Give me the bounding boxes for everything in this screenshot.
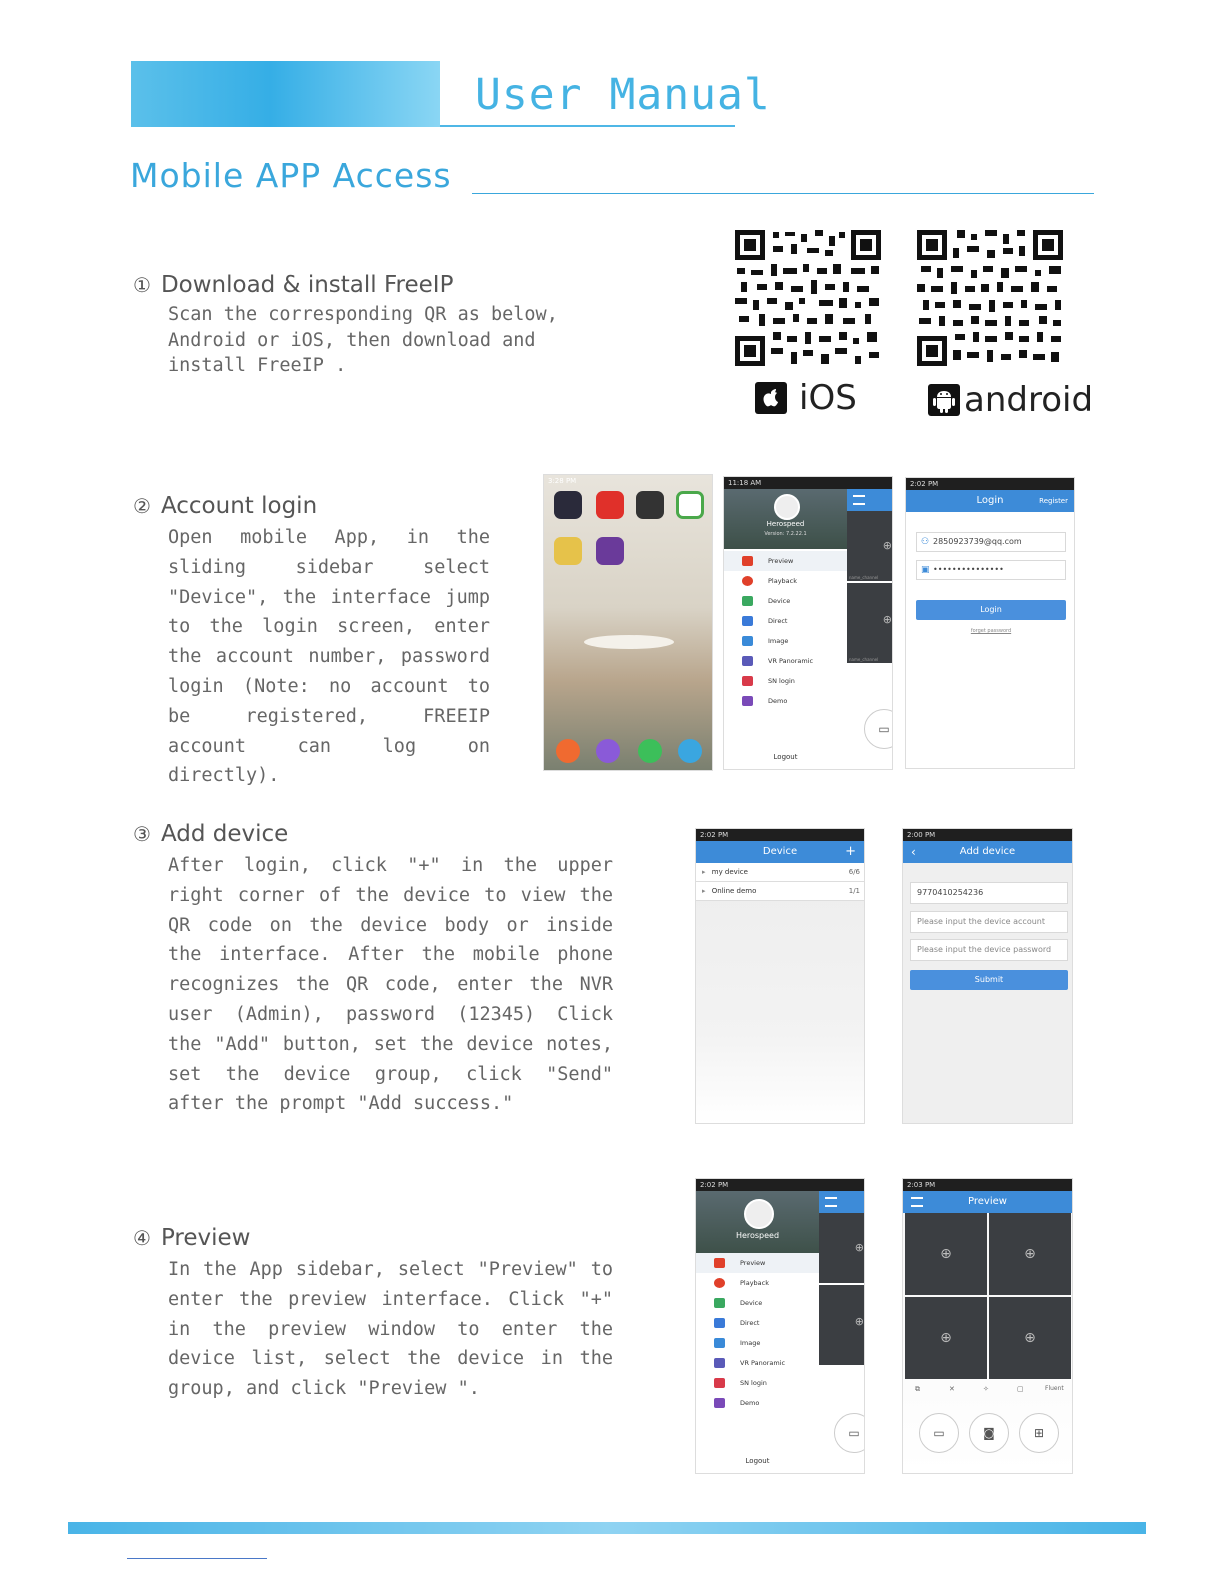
login-button[interactable]: Login <box>916 600 1066 620</box>
sidebar-item-vr-panoramic[interactable] <box>696 1353 819 1373</box>
step-4-body: In the App sidebar, select "Preview" to enter the preview interface. Click "+" in the preview window to enter the device list, select the device in the group, and click "Preview ". <box>168 1259 613 1400</box>
add-icon[interactable]: ⊕ <box>940 1330 952 1346</box>
sidebar-item-sn-login[interactable] <box>724 671 847 691</box>
step-3-title <box>133 821 288 847</box>
vr-icon <box>742 656 753 666</box>
user-name: Herospeed <box>766 520 805 528</box>
sidebar-item-preview[interactable] <box>696 1253 819 1273</box>
vr-icon <box>714 1358 725 1368</box>
expand-icon: ▸ <box>702 868 706 876</box>
header-underline <box>440 125 735 127</box>
status-time: 2:02 PM <box>696 1179 864 1191</box>
app-icon-aspicam[interactable] <box>554 491 582 519</box>
step-1-body: Scan the corresponding QR as below, Android or iOS, then download and install FreeIP . <box>168 304 558 376</box>
record-button[interactable]: ▭ <box>864 709 893 749</box>
step-4-label: Preview <box>160 1225 251 1251</box>
menu-label: Image <box>768 637 789 645</box>
preview-cell-1[interactable] <box>905 1213 987 1295</box>
sidebar-preview-screenshot <box>695 1178 865 1474</box>
footer-line <box>127 1558 267 1559</box>
sidebar-item-sn-login[interactable] <box>696 1373 819 1393</box>
status-time: 2:00 PM <box>903 829 1072 841</box>
add-icon[interactable]: ⊕ <box>854 1315 864 1328</box>
device-row-online-demo[interactable] <box>696 882 865 901</box>
forget-password-link[interactable]: forget password <box>970 628 1012 634</box>
android-icon <box>928 384 960 416</box>
email-field[interactable] <box>916 532 1066 552</box>
sidebar-menu <box>696 1253 819 1413</box>
step-3-label: Add device <box>160 821 289 847</box>
back-icon[interactable]: ‹ <box>911 845 916 859</box>
logout-button[interactable]: Logout <box>745 1457 770 1465</box>
step-2-title <box>133 493 317 519</box>
multiview-button[interactable]: ⊞ <box>1019 1413 1059 1453</box>
add-icon[interactable]: ⊕ <box>1024 1330 1036 1346</box>
preview-cell-1[interactable] <box>819 1213 865 1283</box>
sidebar-item-preview[interactable] <box>724 551 847 571</box>
image-icon <box>742 636 753 646</box>
avatar <box>744 1199 774 1229</box>
app-icon-freeip[interactable] <box>596 537 624 565</box>
add-device-button[interactable]: + <box>845 844 856 859</box>
main-topbar <box>847 489 893 511</box>
add-icon[interactable]: ⊕ <box>940 1246 952 1262</box>
camera-icon <box>742 556 753 566</box>
menu-label: Playback <box>740 1279 770 1287</box>
app-icon-smart-cam[interactable] <box>636 491 664 519</box>
user-name: Herospeed <box>735 1231 780 1240</box>
step-2-label: Account login <box>160 493 318 519</box>
menu-label: SN login <box>740 1379 767 1387</box>
group-name: Online demo <box>711 887 757 895</box>
demo-icon <box>714 1398 725 1408</box>
direct-icon <box>742 616 753 626</box>
main-topbar <box>819 1191 865 1213</box>
logout-button[interactable]: Logout <box>773 753 798 761</box>
device-icon <box>714 1298 725 1308</box>
header-banner <box>131 61 440 127</box>
direct-icon <box>714 1318 725 1328</box>
sidebar-item-image[interactable] <box>696 1333 819 1353</box>
camera-icon <box>714 1258 725 1268</box>
step-4-title <box>133 1225 250 1251</box>
android-store-label <box>928 380 1093 420</box>
group-count: 1/1 <box>848 887 860 895</box>
phone-icon[interactable] <box>638 739 662 763</box>
menu-icon[interactable] <box>825 1197 837 1207</box>
image-icon <box>714 1338 725 1348</box>
register-link[interactable]: Register <box>1039 497 1068 505</box>
add-device-header <box>903 841 1072 863</box>
menu-label: Device <box>768 597 791 605</box>
sn-login-icon <box>742 676 753 686</box>
section-underline <box>472 193 1094 194</box>
android-label: android <box>964 380 1094 420</box>
sidebar-item-direct[interactable] <box>696 1313 819 1333</box>
app-icon-shopping[interactable] <box>554 537 582 565</box>
split-icon[interactable]: ⧉ <box>915 1385 920 1393</box>
login-header <box>906 490 1074 512</box>
step-2-number: ② <box>133 494 151 518</box>
step-1-title <box>133 272 453 298</box>
user-icon: ⚇ <box>921 537 930 547</box>
step-4-number: ④ <box>133 1226 151 1250</box>
step-1-number: ① <box>133 273 151 297</box>
ptz-icon[interactable]: ✧ <box>983 1385 989 1393</box>
menu-label: Playback <box>768 577 798 585</box>
group-name: my device <box>711 868 748 876</box>
step-3-number: ③ <box>133 822 151 846</box>
sidebar-item-demo[interactable] <box>724 691 847 711</box>
ios-store-label <box>755 378 857 418</box>
record-button[interactable]: ▭ <box>919 1413 959 1453</box>
device-row-my-device[interactable] <box>696 863 865 882</box>
ios-qr-code <box>733 228 883 368</box>
demo-icon <box>742 696 753 706</box>
sidebar-item-device[interactable] <box>724 591 847 611</box>
device-header <box>696 841 864 863</box>
ios-label: iOS <box>799 378 857 418</box>
password-value: ••••••••••••••• <box>933 565 1004 574</box>
mute-icon[interactable]: ✕ <box>949 1385 955 1393</box>
submit-button[interactable]: Submit <box>910 970 1068 990</box>
apple-icon <box>755 382 787 414</box>
login-title: Login <box>976 495 1004 506</box>
dock-icon-1[interactable] <box>556 739 580 763</box>
section-title: Mobile APP Access <box>130 156 452 195</box>
menu-label: Image <box>740 1339 761 1347</box>
page-title: User Manual <box>475 70 771 120</box>
add-icon[interactable]: ⊕ <box>882 613 892 626</box>
menu-label: Device <box>740 1299 763 1307</box>
preview-cell-2[interactable] <box>819 1285 865 1365</box>
sidebar-header <box>724 489 847 549</box>
status-time: 2:02 PM <box>906 478 1074 490</box>
sidebar-item-image[interactable] <box>724 631 847 651</box>
preview-cell-2[interactable] <box>847 583 893 663</box>
sidebar-item-direct[interactable] <box>724 611 847 631</box>
menu-label: Demo <box>740 1399 760 1407</box>
sidebar-item-playback[interactable] <box>724 571 847 591</box>
snapshot-button[interactable]: ◙ <box>969 1413 1009 1453</box>
device-account-field[interactable]: Please input the device account <box>910 911 1068 933</box>
sidebar-menu <box>724 551 847 711</box>
add-icon[interactable]: ⊕ <box>854 1241 864 1254</box>
sidebar-item-device[interactable] <box>696 1293 819 1313</box>
preview-cell-3[interactable] <box>905 1297 987 1379</box>
sidebar-item-demo[interactable] <box>696 1393 819 1413</box>
playback-icon <box>714 1278 725 1288</box>
serial-field[interactable]: 9770410254236 <box>910 882 1068 904</box>
avatar <box>774 494 800 520</box>
record-button[interactable]: ▭ <box>834 1413 865 1453</box>
stream-quality-button[interactable]: Fluent <box>1045 1385 1064 1392</box>
step-3-body: After login, click "+" in the upper right corner of the device to view the QR code on the device body or inside the interface. After the mobile phone recognizes the QR code, enter the NVR user (Admin), password (12345) Click the "Add" button, set the device notes, set the device group, click "Send" after the prompt "Add success." <box>168 855 613 1115</box>
channel-label: name_channel <box>849 575 879 580</box>
menu-label: Direct <box>740 1319 760 1327</box>
add-device-screenshot <box>902 828 1073 1124</box>
status-time: 3:28 PM <box>548 477 577 485</box>
playback-icon <box>742 576 753 586</box>
add-icon[interactable]: ⊕ <box>1024 1246 1036 1262</box>
menu-icon[interactable] <box>911 1197 923 1207</box>
footer-bar <box>68 1522 1146 1534</box>
lock-icon: ▣ <box>921 565 930 575</box>
android-qr-code <box>915 228 1065 368</box>
menu-label: Preview <box>768 557 794 565</box>
table-image <box>584 635 674 649</box>
email-value: 2850923739@qq.com <box>933 537 1022 546</box>
version-text: Version: 7.2.22.1 <box>764 531 807 537</box>
status-time: 2:02 PM <box>696 829 864 841</box>
step-1-label: Download & install FreeIP <box>160 272 454 298</box>
contacts-icon[interactable] <box>678 739 702 763</box>
status-time: 11:18 AM <box>724 477 892 489</box>
sidebar-header <box>696 1191 819 1255</box>
device-password-field[interactable]: Please input the device password <box>910 939 1068 961</box>
app-icon-tencent[interactable] <box>676 491 704 519</box>
step-2-body: Open mobile App, in the sliding sidebar select "Device", the interface jump to the login screen, enter the account number, password login (Note: no account to be registered, FREEIP account can log on directly). <box>168 527 490 787</box>
channel-label: name_channel <box>849 657 879 662</box>
menu-label: Demo <box>768 697 788 705</box>
home-screen-screenshot <box>543 474 713 771</box>
sidebar-item-vr-panoramic[interactable] <box>724 651 847 671</box>
device-title: Device <box>762 846 798 857</box>
device-icon <box>742 596 753 606</box>
status-time: 2:03 PM <box>903 1179 1072 1191</box>
preview-cell-4[interactable] <box>989 1297 1071 1379</box>
menu-label: Preview <box>740 1259 766 1267</box>
expand-icon: ▸ <box>702 887 706 895</box>
group-count: 6/6 <box>848 868 860 876</box>
menu-label: Direct <box>768 617 788 625</box>
device-list-screenshot <box>695 828 865 1124</box>
menu-label: VR Panoramic <box>740 1359 786 1367</box>
add-device-title: Add device <box>959 846 1016 857</box>
menu-icon[interactable] <box>853 495 865 505</box>
dock-icon-2[interactable] <box>596 739 620 763</box>
menu-label: SN login <box>768 677 795 685</box>
login-screenshot <box>905 477 1075 769</box>
preview-cell-1[interactable] <box>847 511 893 581</box>
sidebar-screenshot <box>723 476 893 770</box>
password-field[interactable] <box>916 560 1066 580</box>
preview-toolbar <box>903 1385 1073 1399</box>
add-icon[interactable]: ⊕ <box>882 539 892 552</box>
app-icon-cms[interactable] <box>596 491 624 519</box>
menu-label: VR Panoramic <box>768 657 814 665</box>
preview-screenshot <box>902 1178 1073 1474</box>
sn-login-icon <box>714 1378 725 1388</box>
preview-header <box>903 1191 1072 1213</box>
preview-title: Preview <box>968 1196 1007 1207</box>
sidebar-item-playback[interactable] <box>696 1273 819 1293</box>
preview-cell-2[interactable] <box>989 1213 1071 1295</box>
fullscreen-icon[interactable]: ▢ <box>1017 1385 1024 1393</box>
